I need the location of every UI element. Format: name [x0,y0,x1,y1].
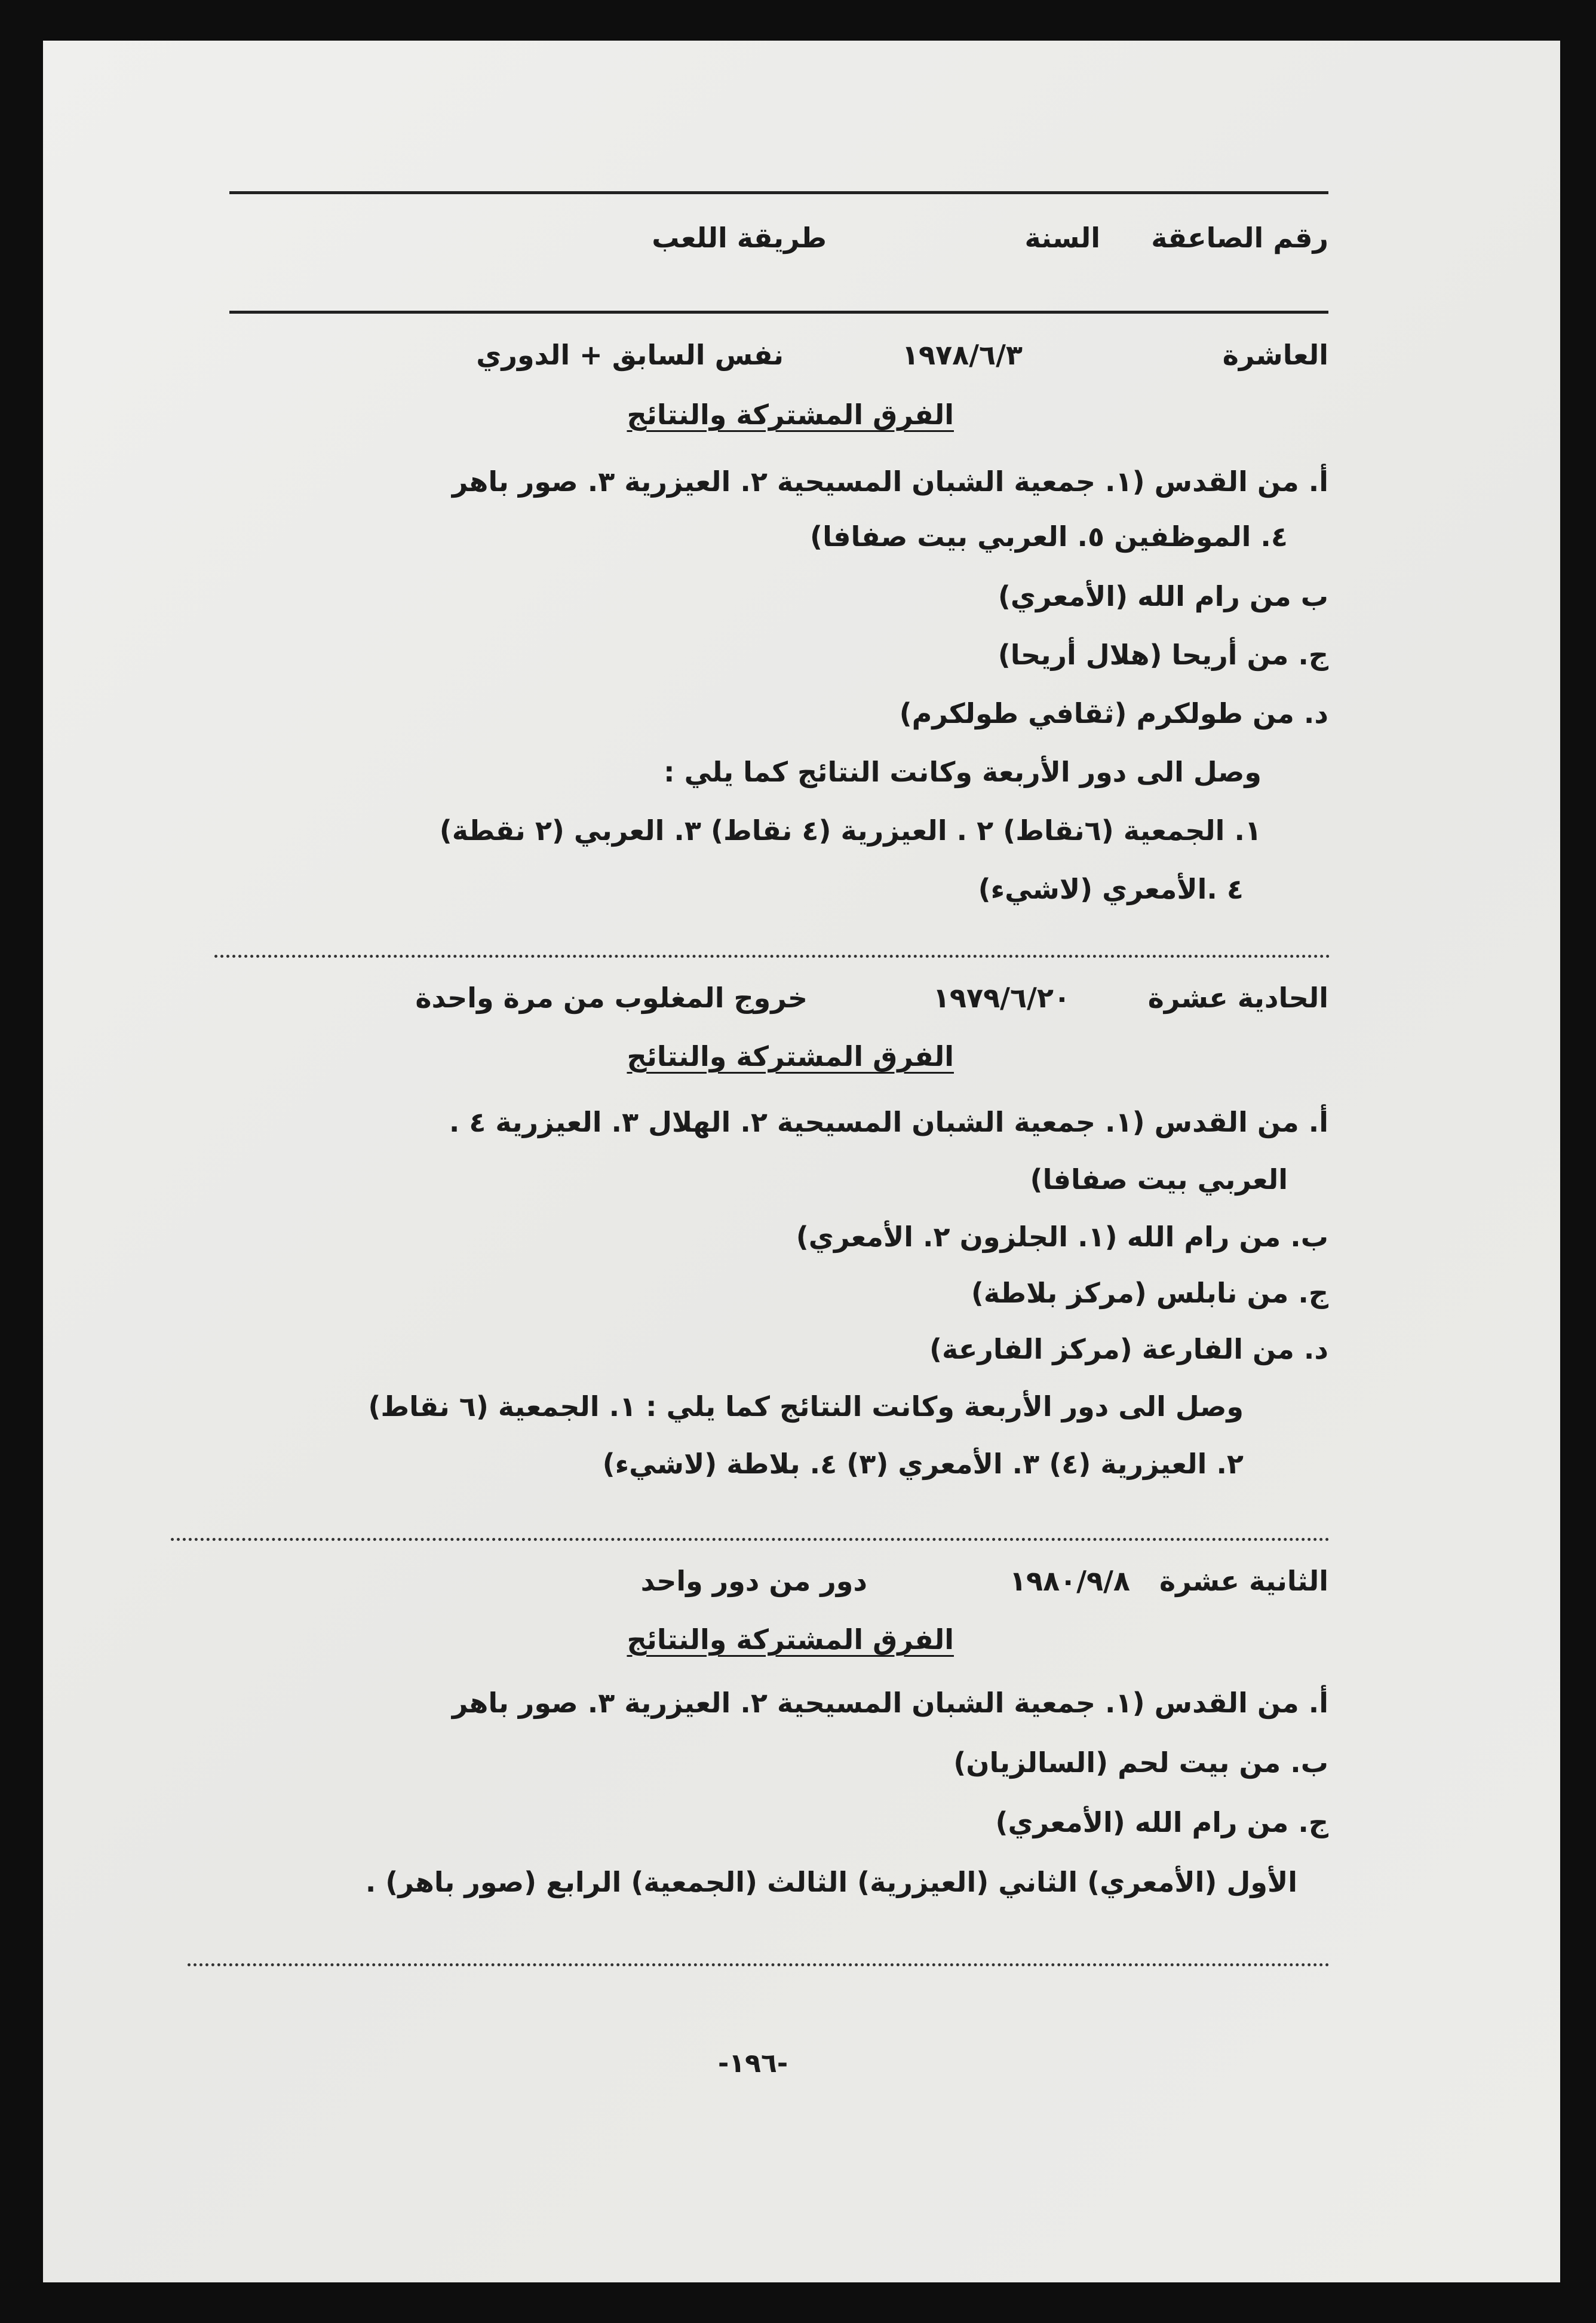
header-bottom-rule [229,311,1328,314]
s11-date: ١٩٧٩/٦/٢٠ [932,982,1070,1014]
s12-line-1: أ. من القدس (١. جمعية الشبان المسيحية ٢. العيزرية ٣. صور باهر [452,1687,1328,1719]
s11-method: خروج المغلوب من مرة واحدة [415,982,808,1014]
s10-line-2: ٤. الموظفين ٥. العربي بيت صفافا) [810,520,1288,553]
s11-ordinal: الحادية عشرة [1147,982,1328,1014]
s12-line-4: الأول (الأمعري) الثاني (العيزرية) الثالث (الجمعية) الرابع (صور باهر) . [365,1866,1297,1898]
s10-subheading: الفرق المشتركة والنتائج [627,399,954,431]
s10-line-1: أ. من القدس (١. جمعية الشبان المسيحية ٢. العيزرية ٣. صور باهر [452,465,1328,498]
page-number: -١٩٦- [718,2048,788,2079]
s12-line-2: ب. من بيت لحم (السالزيان) [953,1746,1328,1779]
s11-line-2: العربي بيت صفافا) [1030,1163,1288,1196]
s11-line-7: ٢. العيزرية (٤) ٣. الأمعري (٣) ٤. بلاطة (لاشيء) [602,1448,1244,1480]
s10-line-4: ج. من أريحا (هلال أريحا) [997,639,1328,671]
s12-ordinal: الثانية عشرة [1159,1565,1328,1597]
s10-line-8: ٤ .الأمعري (لاشيء) [978,873,1244,905]
s11-line-1: أ. من القدس (١. جمعية الشبان المسيحية ٢. الهلال ٣. العيزرية ٤ . [449,1106,1328,1138]
s12-method: دور من دور واحد [640,1565,867,1597]
s11-line-6: وصل الى دور الأربعة وكانت النتائج كما يلي : ١. الجمعية (٦ نقاط) [368,1390,1244,1423]
s11-line-5: د. من الفارعة (مركز الفارعة) [929,1333,1328,1365]
page-content [43,41,1560,2282]
header-thunderbolt-number: رقم الصاعقة [1151,222,1328,254]
s10-line-3: ب من رام الله (الأمعري) [997,580,1328,612]
s11-line-4: ج. من نابلس (مركز بلاطة) [971,1277,1328,1309]
s11-divider [171,1538,1330,1541]
s10-line-7: ١. الجمعية (٦نقاط) ٢ . العيزرية (٤ نقاط) ٣. العربي (٢ نقطة) [439,814,1262,847]
s10-divider [214,955,1330,958]
s11-subheading: الفرق المشتركة والنتائج [627,1040,954,1072]
s10-method: نفس السابق + الدوري [476,339,784,371]
s12-subheading: الفرق المشتركة والنتائج [627,1623,954,1656]
s12-date: ١٩٨٠/٩/٨ [1009,1565,1130,1597]
s10-line-5: د. من طولكرم (ثقافي طولكرم) [899,697,1328,730]
header-year: السنة [1024,222,1100,254]
header-top-rule [229,191,1328,194]
document-page [43,41,1560,2282]
s12-divider [188,1963,1330,1966]
s11-line-3: ب. من رام الله (١. الجلزون ٢. الأمعري) [796,1221,1328,1253]
s10-ordinal: العاشرة [1222,339,1328,371]
s10-line-6: وصل الى دور الأربعة وكانت النتائج كما يلي : [664,756,1262,788]
s12-line-3: ج. من رام الله (الأمعري) [995,1806,1328,1838]
s10-date: ١٩٧٨/٦/٣ [901,339,1023,371]
header-play-method: طريقة اللعب [652,222,827,254]
